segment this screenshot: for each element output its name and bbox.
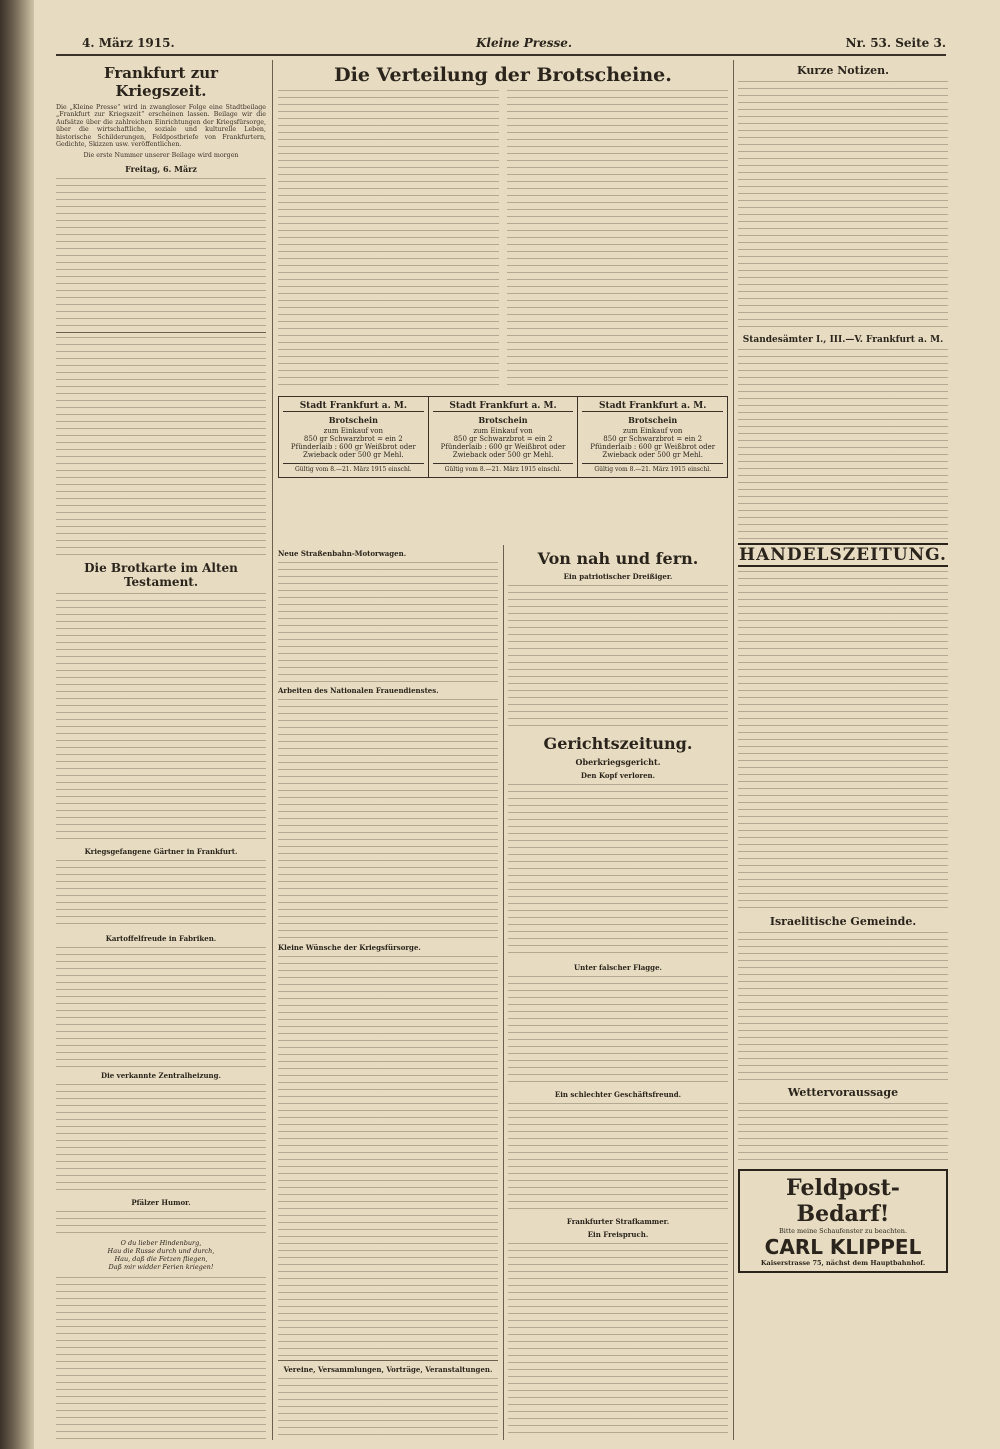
article-paragraph: Die erste Nummer unserer Beilage wird morgen	[83, 152, 239, 160]
text-block	[507, 90, 728, 390]
poem-line: Hau, daß die Fetzen fliegen,	[114, 1254, 208, 1263]
coupon-validity: Gültig vom 8.—21. März 1915 einschl.	[433, 463, 574, 473]
ad-name: CARL KLIPPEL	[764, 1235, 922, 1259]
divider	[278, 1360, 498, 1361]
section-heading: Kleine Wünsche der Kriegsfürsorge.	[278, 943, 421, 952]
text-block	[738, 1103, 948, 1163]
coupon-body: 850 gr Schwarzbrot = ein 2 Pfünderlaib : 600 gr Weißbrot oder Zwieback oder 500 gr Mehl.	[290, 435, 416, 459]
text-block	[278, 956, 498, 1356]
article-title: HANDELSZEITUNG.	[739, 545, 947, 565]
column-divider	[272, 60, 273, 1440]
poem-line: O du lieber Hindenburg,	[120, 1238, 202, 1247]
coupon-body: 850 gr Schwarzbrot = ein 2 Pfünderlaib : 600 gr Weißbrot oder Zwieback oder 500 gr Mehl.	[440, 435, 566, 459]
text-block	[738, 932, 948, 1082]
ad-address: Kaiserstrasse 75, nächst dem Hauptbahnhof.	[760, 1259, 926, 1267]
section-heading: Neue Straßenbahn-Motorwagen.	[278, 549, 407, 558]
article-title: Die Verteilung der Brotscheine.	[334, 64, 672, 86]
section-heading: Vereine, Versammlungen, Vorträge, Veranstaltungen.	[283, 1365, 493, 1374]
text-block	[278, 1378, 498, 1438]
poem-line: Daß mir widder Ferien kriegen!	[108, 1262, 214, 1271]
text-block	[738, 349, 948, 539]
column-2-lower	[278, 545, 498, 1440]
text-block	[56, 337, 266, 557]
article-title: Die Brotkarte im Alten Testament.	[84, 560, 238, 589]
article-title: Gerichtszeitung.	[543, 734, 693, 753]
text-block	[508, 585, 728, 730]
column-divider	[503, 545, 504, 1440]
divider	[56, 332, 266, 333]
section-heading: Frankfurter Strafkammer.	[566, 1217, 670, 1226]
text-block	[278, 562, 498, 682]
advertisement	[738, 1169, 948, 1273]
text-block	[56, 178, 266, 328]
header-paper-name: Kleine Presse.	[476, 36, 573, 50]
section-heading: Pfälzer Humor.	[131, 1197, 191, 1207]
poem-line: Hau die Russe durch und durch,	[107, 1246, 215, 1255]
coupon-label: Brotschein	[478, 415, 528, 425]
header-page-number: Nr. 53. Seite 3.	[845, 36, 946, 50]
article-title: Kurze Notizen.	[797, 64, 889, 77]
section-heading: Ein patriotischer Dreißiger.	[563, 572, 673, 581]
text-block	[278, 90, 499, 390]
section-heading: Die verkannte Zentralheizung.	[101, 1070, 221, 1080]
article-title: Israelitische Gemeinde.	[769, 915, 917, 928]
section-heading: Unter falscher Flagge.	[574, 963, 662, 972]
section-heading: Ein schlechter Geschäftsfreund.	[554, 1090, 682, 1099]
coupon-label: Brotschein	[328, 415, 378, 425]
article-paragraph: Die „Kleine Presse“ wird in zwangloser Folge eine Stadtbeilage „Frankfurt zur Kriegszeit“ erscheinen lassen. Beilage wir die Aufsätze über die zahlreichen Einrichtungen der Kriegsfürsorge, über die wirtschaftliche, soziale und kulturelle Leben, historische Schilderungen, Feldpostbriefe von Frankfurtern, Gedichte, Skizzen usw. veröffentlichen.	[56, 104, 266, 149]
ration-coupon	[578, 397, 727, 477]
section-heading: Kartoffelfreude in Fabriken.	[105, 933, 217, 943]
coupon-label: Brotschein	[628, 415, 678, 425]
ad-title: Feldpost-Bedarf!	[786, 1175, 900, 1227]
text-block	[738, 571, 948, 911]
poem	[56, 1239, 266, 1271]
coupon-sub: zum Einkauf von	[473, 427, 533, 435]
text-block	[56, 1084, 266, 1194]
coupon-validity: Gültig vom 8.—21. März 1915 einschl.	[582, 463, 723, 473]
ration-coupon	[279, 397, 429, 477]
section-heading: Arbeiten des Nationalen Frauendienstes.	[278, 686, 439, 695]
section-heading: Ein Freispruch.	[587, 1230, 649, 1239]
coupon-body: 850 gr Schwarzbrot = ein 2 Pfünderlaib : 600 gr Weißbrot oder Zwieback oder 500 gr Mehl.	[590, 435, 716, 459]
text-block	[508, 1243, 728, 1433]
section-heading: Oberkriegsgericht.	[575, 757, 661, 767]
text-block	[278, 699, 498, 939]
coupon-sub: zum Einkauf von	[323, 427, 383, 435]
article-title: Von nah und fern.	[537, 549, 699, 568]
section-heading: Den Kopf verloren.	[580, 771, 656, 780]
coupon-city: Stadt Frankfurt a. M.	[283, 401, 424, 412]
article-title: Frankfurt zur Kriegszeit.	[103, 64, 219, 100]
page-header	[56, 34, 946, 56]
header-date: 4. März 1915.	[82, 36, 175, 50]
text-block	[738, 81, 948, 331]
coupon-city: Stadt Frankfurt a. M.	[582, 401, 723, 412]
date-line: Freitag, 6. März	[125, 163, 197, 174]
article-title: Standesämter I., III.—V. Frankfurt a. M.	[742, 335, 944, 345]
section-heading: Kriegsgefangene Gärtner in Frankfurt.	[84, 846, 238, 856]
column-divider	[733, 60, 734, 1440]
ration-coupons	[278, 396, 728, 478]
page-binding-edge	[0, 0, 34, 1449]
text-block	[508, 784, 728, 959]
ration-coupon	[429, 397, 579, 477]
brotscheine-article	[278, 60, 728, 540]
text-block	[56, 1211, 266, 1239]
text-block	[56, 860, 266, 930]
coupon-sub: zum Einkauf von	[623, 427, 683, 435]
column-3-lower	[508, 545, 728, 1440]
coupon-city: Stadt Frankfurt a. M.	[433, 401, 574, 412]
text-block	[56, 593, 266, 843]
text-block	[508, 1103, 728, 1213]
column-4	[738, 60, 948, 1440]
text-block	[56, 947, 266, 1067]
text-block	[56, 1277, 266, 1440]
ad-subtitle: Bitte meine Schaufenster zu beachten.	[778, 1227, 908, 1235]
text-block	[508, 976, 728, 1086]
coupon-validity: Gültig vom 8.—21. März 1915 einschl.	[283, 463, 424, 473]
column-1	[56, 60, 266, 1440]
article-title: Wettervoraussage	[787, 1086, 899, 1099]
